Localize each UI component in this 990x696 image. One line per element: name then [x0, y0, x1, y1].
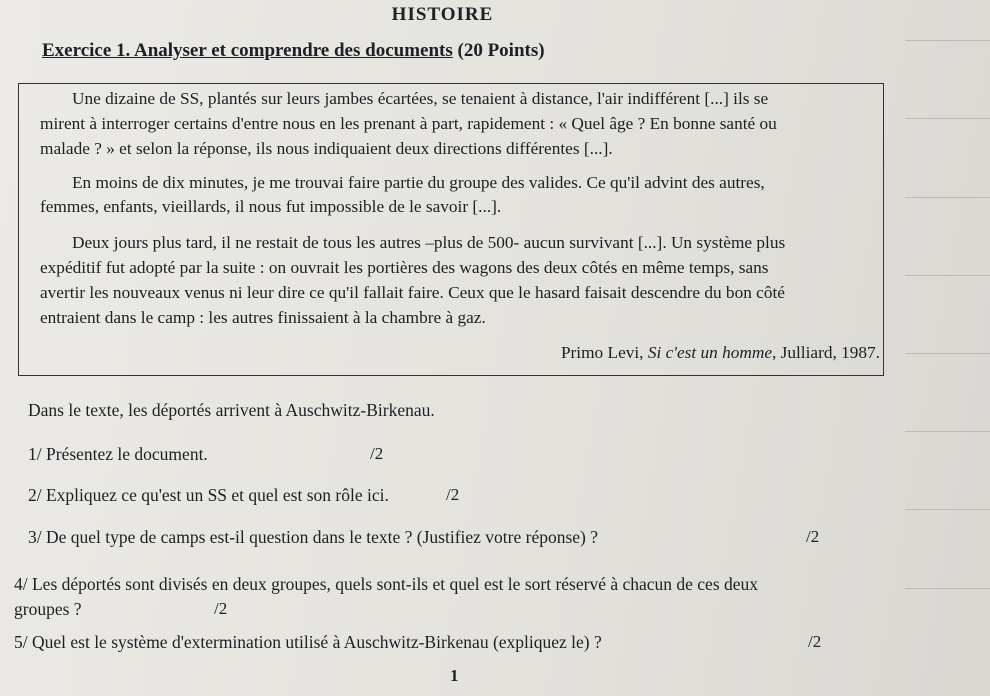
doc-line: Une dizaine de SS, plantés sur leurs jambes écartées, se tenaient à distance, l'air indifférent [...] ils se	[72, 89, 769, 108]
question-1-score: /2	[370, 444, 384, 463]
source-publisher: , Julliard, 1987.	[772, 343, 880, 362]
doc-line: femmes, enfants, vieillards, il nous fut impossible de le savoir [...].	[40, 197, 502, 216]
question-2: 2/ Expliquez ce qu'est un SS et quel est son rôle ici.	[28, 485, 389, 505]
question-5-score: /2	[808, 632, 822, 651]
intro-text: Dans le texte, les déportés arrivent à Auschwitz-Birkenau.	[28, 400, 435, 420]
background-line	[905, 40, 990, 41]
exercise-heading-text: Exercice 1. Analyser et comprendre des documents	[42, 40, 453, 61]
question-1: 1/ Présentez le document.	[28, 444, 208, 464]
question-4: 4/ Les déportés sont divisés en deux groupes, quels sont-ils et quel est le sort réservé à chacun de ces deux	[14, 574, 759, 594]
source-author: Primo Levi,	[560, 343, 648, 362]
exercise-points: (20 Points)	[457, 40, 545, 61]
doc-line: entraient dans le camp : les autres finissaient à la chambre à gaz.	[40, 308, 486, 327]
doc-line: expéditif fut adopté par la suite : on ouvrait les portières des wagons des deux côtés en même temps, sans	[40, 258, 769, 277]
doc-line: Deux jours plus tard, il ne restait de tous les autres –plus de 500- aucun survivant [...]. Un système plus	[72, 233, 786, 252]
exercise-heading	[42, 40, 545, 62]
background-line	[905, 588, 990, 589]
background-line	[905, 118, 990, 119]
background-line	[905, 509, 990, 510]
page-number: 1	[450, 666, 459, 685]
background-line	[905, 431, 990, 432]
question-4-score: /2	[214, 599, 228, 618]
doc-line: avertir les nouveaux venus ni leur dire ce qu'il fallait faire. Ceux que le hasard faisait descendre du bon côté	[40, 283, 785, 302]
source-work: Si c'est un homme	[647, 343, 772, 362]
question-3-score: /2	[806, 527, 820, 546]
background-line	[905, 353, 990, 354]
document-source	[561, 343, 880, 363]
question-2-score: /2	[446, 485, 460, 504]
question-5: 5/ Quel est le système d'extermination utilisé à Auschwitz-Birkenau (expliquez le) ?	[14, 632, 602, 652]
background-line	[905, 275, 990, 276]
question-3: 3/ De quel type de camps est-il question dans le texte ? (Justifiez votre réponse) ?	[28, 527, 599, 547]
doc-line: En moins de dix minutes, je me trouvai faire partie du groupe des valides. Ce qu'il advint des autres,	[72, 173, 765, 192]
question-4-continued: groupes ?	[14, 599, 82, 619]
doc-line: mirent à interroger certains d'entre nous en les prenant à part, rapidement : « Quel âge ? En bonne santé ou	[40, 114, 777, 133]
doc-line: malade ? » et selon la réponse, ils nous indiquaient deux directions différentes [...].	[40, 139, 613, 158]
background-line	[905, 197, 990, 198]
page-title: HISTOIRE	[391, 4, 494, 25]
